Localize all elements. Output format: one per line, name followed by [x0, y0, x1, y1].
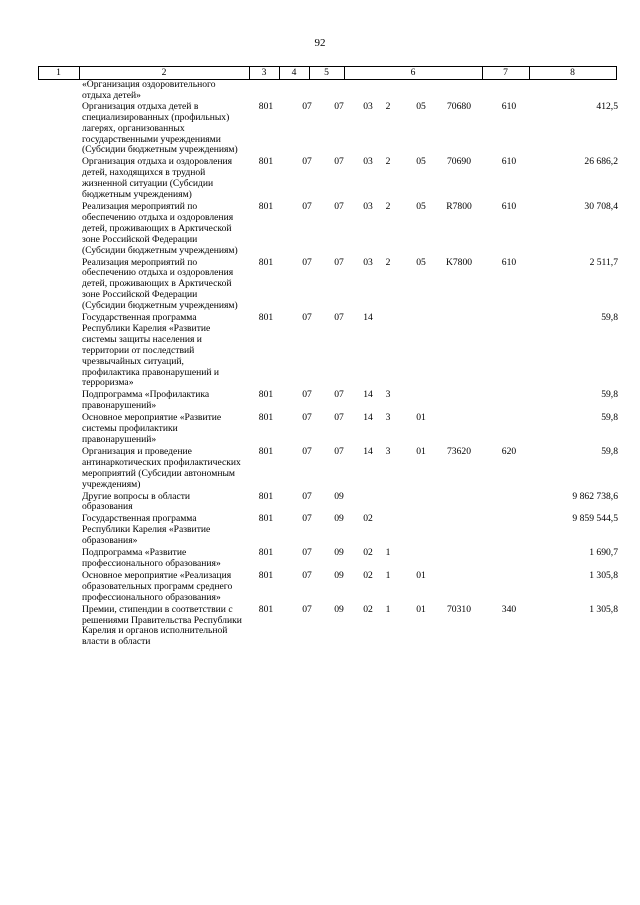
- row-name: Организация отдыха и оздоровления детей, находящихся в трудной жизненной ситуации (Субсидии бюджетным учреждениям): [82, 156, 233, 201]
- row-expense-type: 620: [501, 445, 517, 457]
- table-row: [0, 102, 640, 157]
- row-subsection-code: 09: [334, 490, 344, 502]
- row-subsection-code: 07: [334, 412, 344, 424]
- row-direction-code: 70310: [447, 603, 471, 615]
- row-activity-code: 01: [416, 445, 426, 457]
- row-name: Основное мероприятие «Реализация образовательных программ среднего профессионального образования»: [82, 569, 233, 603]
- row-direction-code: 70680: [447, 100, 471, 112]
- row-activity-code: 05: [416, 156, 426, 168]
- row-amount: 9 862 738,6: [572, 490, 618, 502]
- row-subprogram-code: 3: [385, 389, 391, 401]
- row-amount: 59,8: [601, 445, 618, 457]
- row-subprogram-code: 3: [385, 412, 391, 424]
- table-header: [38, 66, 617, 80]
- row-amount: 59,8: [601, 412, 618, 424]
- header-col-2: 2: [161, 67, 167, 78]
- row-name: Основное мероприятие «Развитие системы профилактики правонарушений»: [82, 412, 222, 445]
- row-name: Государственная программа Республики Карелия «Развитие образования»: [82, 513, 211, 547]
- row-direction-code: R7800: [446, 200, 472, 212]
- row-subprogram-code: 2: [385, 200, 391, 212]
- row-publisher-code: 801: [258, 100, 274, 112]
- row-subprogram-code: 1: [385, 603, 391, 615]
- table-row: [0, 202, 640, 257]
- row-amount: 30 708,4: [584, 200, 618, 212]
- row-publisher-code: 801: [258, 256, 274, 268]
- table-row: [0, 447, 640, 491]
- row-name: Организация и проведение антинаркотических профилактических мероприятий (Субсидии автономным учреждениям): [82, 445, 241, 490]
- row-expense-type: 610: [501, 256, 517, 268]
- row-subsection-code: 09: [334, 569, 344, 581]
- header-col-6: 6: [410, 67, 416, 78]
- row-section-code: 07: [302, 445, 312, 457]
- row-program-code: 03: [363, 100, 373, 112]
- row-publisher-code: 801: [258, 200, 274, 212]
- row-activity-code: 05: [416, 100, 426, 112]
- row-subprogram-code: 1: [385, 569, 391, 581]
- row-name: Реализация мероприятий по обеспечению отдыха и оздоровления детей, проживающих в Арктической зоне Российской Федерации (Субсидии бюджетным учреждениям): [82, 200, 238, 256]
- row-program-code: 14: [363, 389, 373, 401]
- row-publisher-code: 801: [258, 156, 274, 168]
- row-subsection-code: 07: [334, 256, 344, 268]
- row-direction-code: 70690: [447, 156, 471, 168]
- row-publisher-code: 801: [258, 603, 274, 615]
- row-activity-code: 05: [416, 200, 426, 212]
- row-subsection-code: 07: [334, 312, 344, 324]
- row-program-code: 02: [363, 547, 373, 559]
- table-row: [0, 413, 640, 446]
- row-section-code: 07: [302, 569, 312, 581]
- table-row: [0, 390, 640, 412]
- header-col-1: 1: [56, 67, 61, 78]
- row-section-code: 07: [302, 100, 312, 112]
- table-row: [0, 605, 640, 649]
- row-amount: 2 511,7: [589, 256, 618, 268]
- row-amount: 412,5: [596, 100, 618, 112]
- table-row: [0, 492, 640, 514]
- row-section-code: 07: [302, 603, 312, 615]
- row-activity-code: 05: [416, 256, 426, 268]
- table-row: [0, 313, 640, 389]
- table-body: [0, 80, 640, 649]
- row-subsection-code: 07: [334, 200, 344, 212]
- header-divider: [616, 67, 617, 79]
- page-number: 92: [314, 37, 326, 49]
- row-program-code: 03: [363, 256, 373, 268]
- row-subsection-code: 09: [334, 603, 344, 615]
- row-section-code: 07: [302, 490, 312, 502]
- row-direction-code: K7800: [445, 256, 473, 268]
- row-section-code: 07: [302, 389, 312, 401]
- row-subsection-code: 07: [334, 100, 344, 112]
- row-section-code: 07: [302, 256, 312, 268]
- row-section-code: 07: [302, 513, 312, 525]
- row-activity-code: 01: [416, 412, 426, 424]
- row-subprogram-code: 2: [385, 100, 391, 112]
- row-publisher-code: 801: [258, 569, 274, 581]
- row-program-code: 02: [363, 603, 373, 615]
- row-amount: 59,8: [601, 389, 618, 401]
- row-expense-type: 610: [501, 156, 517, 168]
- header-col-7: 7: [503, 67, 508, 78]
- row-publisher-code: 801: [258, 547, 274, 559]
- header-col-5: 5: [324, 67, 329, 78]
- row-program-code: 14: [363, 312, 373, 324]
- row-subprogram-code: 1: [385, 547, 391, 559]
- row-expense-type: 340: [501, 603, 517, 615]
- table-row: [0, 548, 640, 570]
- row-amount: 1 305,8: [589, 603, 618, 615]
- row-amount: 1 305,8: [589, 569, 618, 581]
- header-col-8: 8: [570, 67, 575, 78]
- row-publisher-code: 801: [258, 513, 274, 525]
- row-subsection-code: 09: [334, 547, 344, 559]
- row-amount: 59,8: [601, 312, 618, 324]
- row-activity-code: 01: [416, 569, 426, 581]
- row-publisher-code: 801: [258, 445, 274, 457]
- row-amount: 1 690,7: [589, 547, 618, 559]
- row-program-code: 03: [363, 156, 373, 168]
- row-name: Подпрограмма «Развитие профессионального образования»: [82, 547, 221, 569]
- row-activity-code: 01: [416, 603, 426, 615]
- row-name: Государственная программа Республики Карелия «Развитие системы защиты населения и территории от последствий чрезвычайных ситуаций, профилактика правонарушений и терроризма»: [82, 312, 220, 389]
- row-section-code: 07: [302, 200, 312, 212]
- table-row: [0, 571, 640, 604]
- row-subprogram-code: 3: [385, 445, 391, 457]
- table-row: [0, 157, 640, 201]
- row-name: Другие вопросы в области образования: [82, 490, 191, 513]
- row-section-code: 07: [302, 412, 312, 424]
- table-row: [0, 258, 640, 313]
- row-subsection-code: 07: [334, 156, 344, 168]
- row-program-code: 02: [363, 513, 373, 525]
- row-publisher-code: 801: [258, 412, 274, 424]
- row-publisher-code: 801: [258, 389, 274, 401]
- row-amount: 9 859 544,5: [572, 513, 618, 525]
- row-subsection-code: 09: [334, 513, 344, 525]
- row-name: Премии, стипендии в соответствии с решениями Правительства Республики Карелия и органов исполнительной власти в области: [82, 603, 242, 648]
- table-row: [0, 80, 640, 102]
- row-publisher-code: 801: [258, 312, 274, 324]
- row-expense-type: 610: [501, 100, 517, 112]
- row-name: Организация отдыха детей в специализированных (профильных) лагерях, организованных государственными учреждениями (Субсидии бюджетным учреждениям): [82, 100, 238, 156]
- row-expense-type: 610: [501, 200, 517, 212]
- row-program-code: 14: [363, 445, 373, 457]
- row-subprogram-code: 2: [385, 256, 391, 268]
- row-program-code: 03: [363, 200, 373, 212]
- row-publisher-code: 801: [258, 490, 274, 502]
- row-amount: 26 686,2: [584, 156, 618, 168]
- row-name: Подпрограмма «Профилактика правонарушений»: [82, 389, 210, 412]
- row-subsection-code: 07: [334, 445, 344, 457]
- row-subsection-code: 07: [334, 389, 344, 401]
- row-program-code: 14: [363, 412, 373, 424]
- row-name: Реализация мероприятий по обеспечению отдыха и оздоровления детей, проживающих в Арктической зоне Российской Федерации (Субсидии бюджетным учреждениям): [82, 256, 238, 312]
- row-name: «Организация оздоровительного отдыха детей»: [82, 79, 216, 101]
- row-program-code: 02: [363, 569, 373, 581]
- header-col-3: 3: [261, 67, 267, 78]
- header-col-4: 4: [291, 67, 297, 78]
- row-section-code: 07: [302, 312, 312, 324]
- row-section-code: 07: [302, 547, 312, 559]
- row-section-code: 07: [302, 156, 312, 168]
- table-row: [0, 514, 640, 547]
- row-subprogram-code: 2: [385, 156, 391, 168]
- row-direction-code: 73620: [447, 445, 471, 457]
